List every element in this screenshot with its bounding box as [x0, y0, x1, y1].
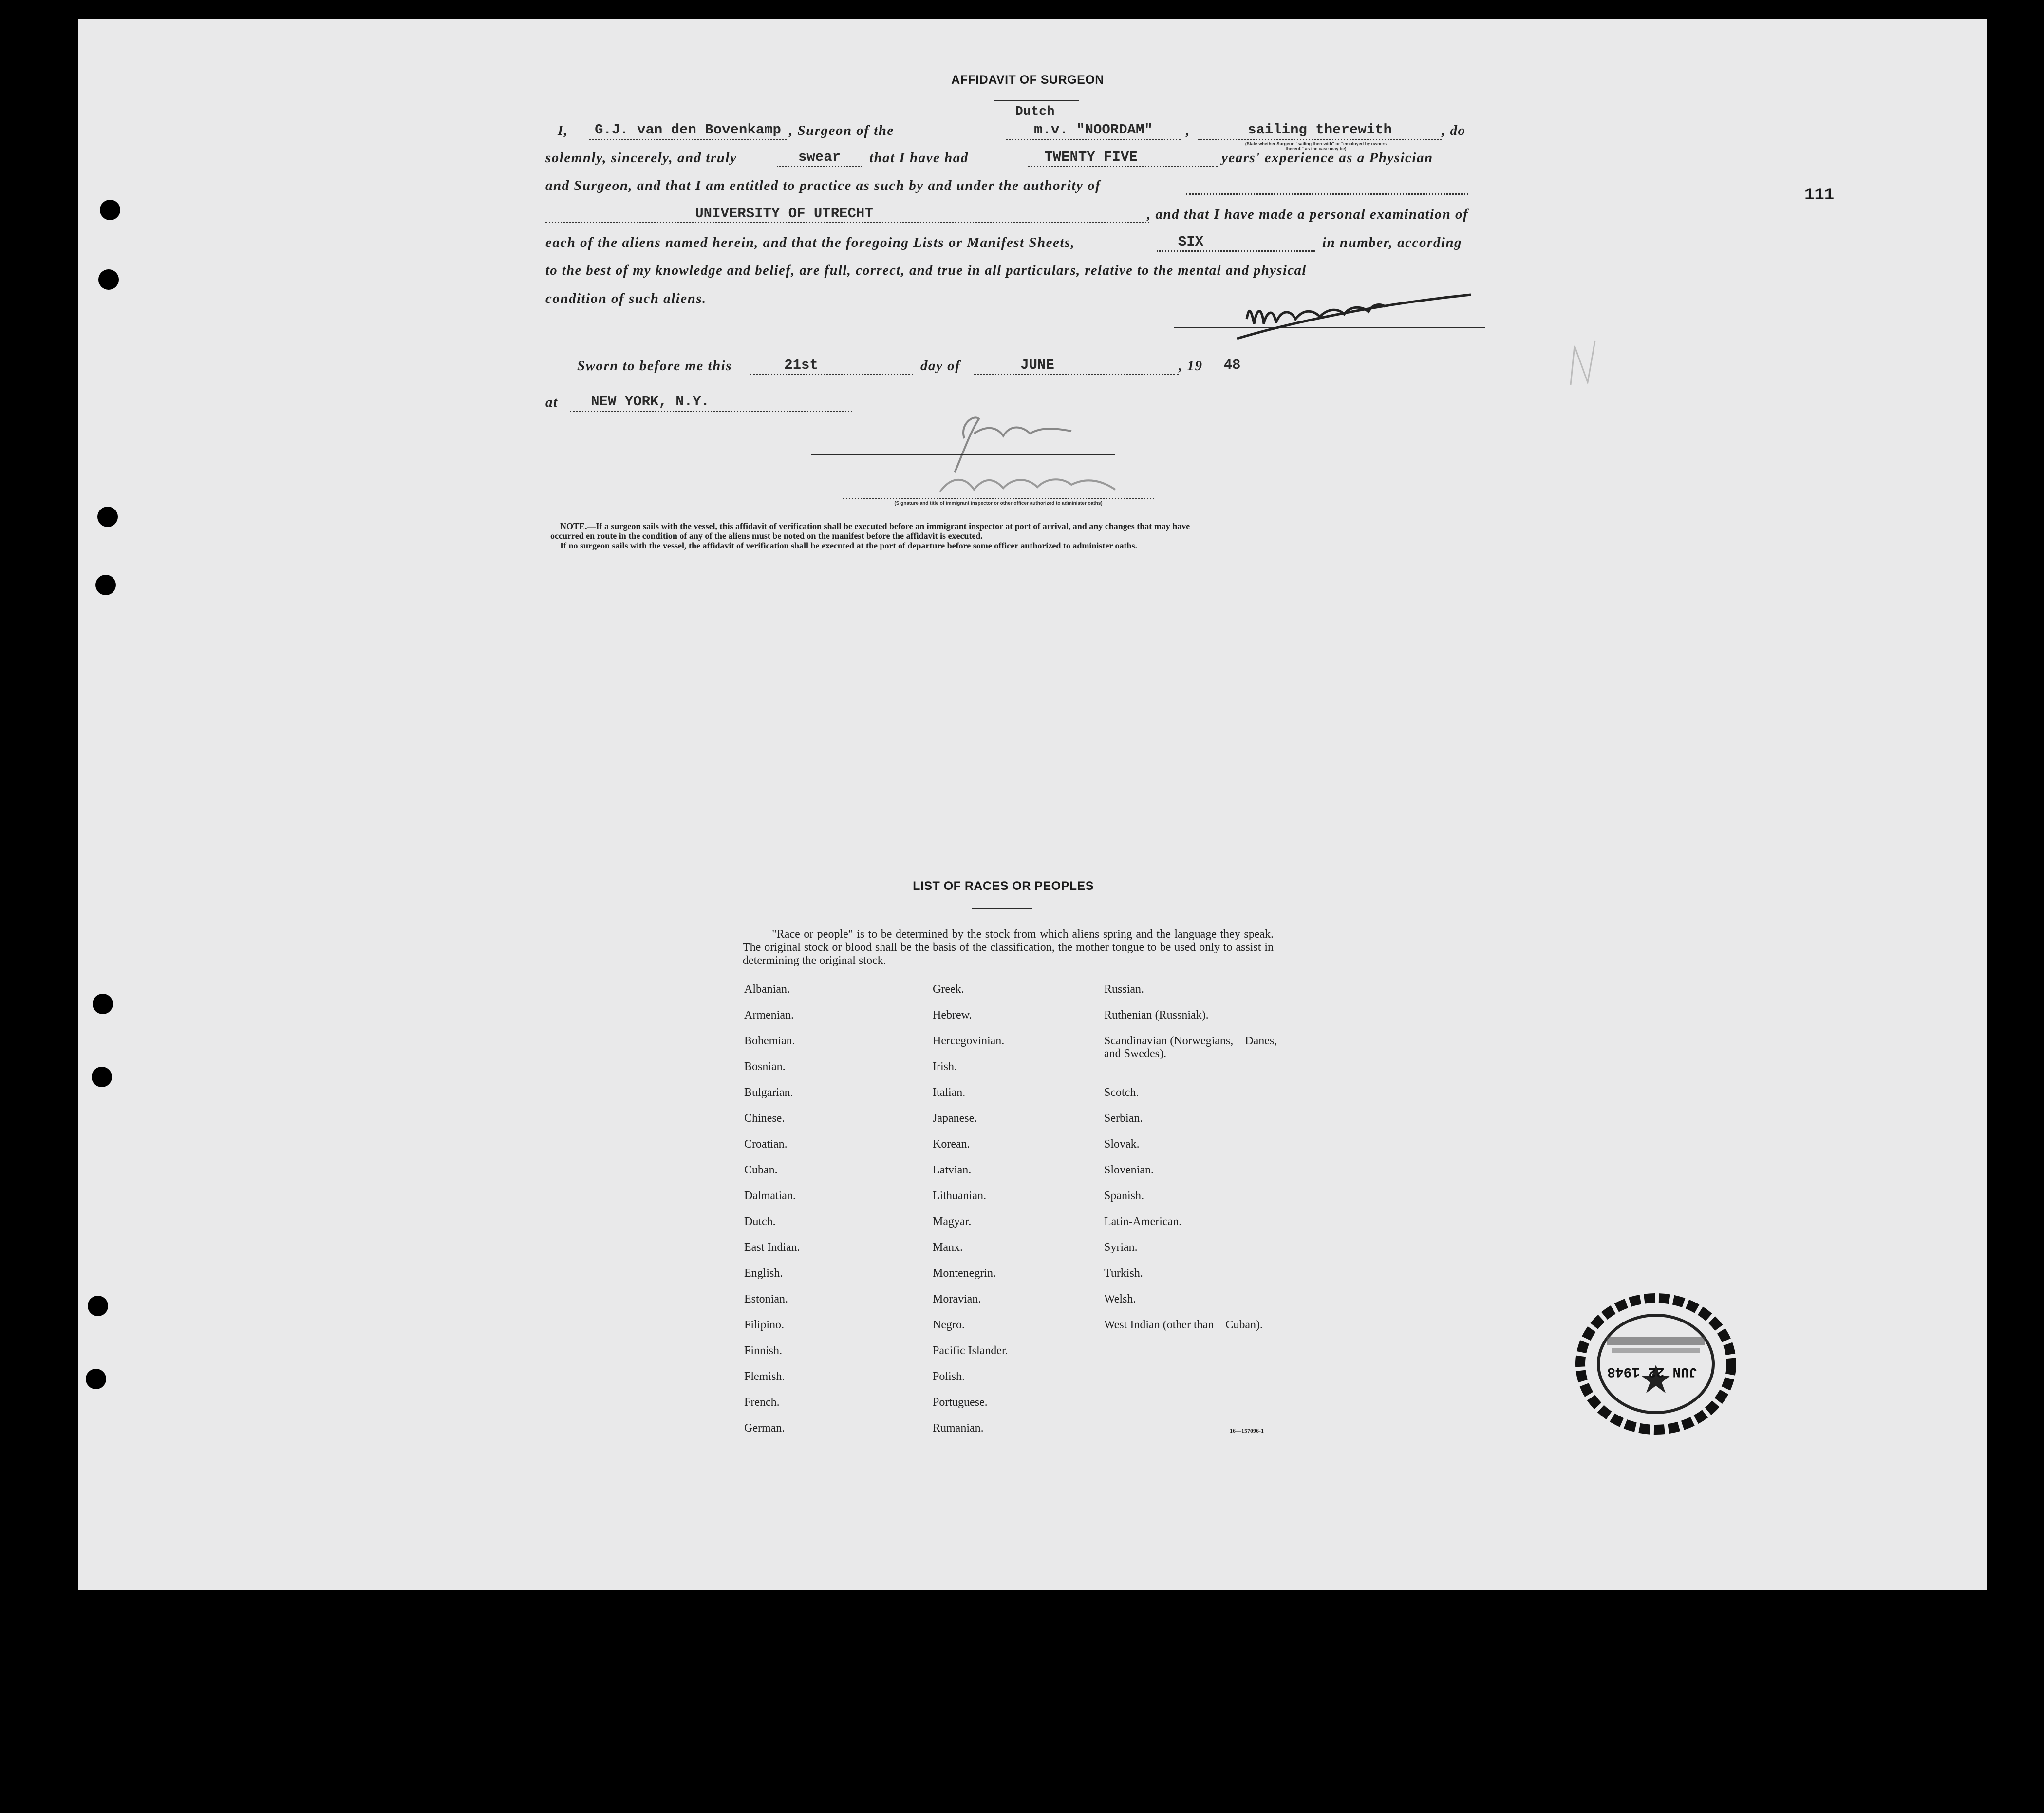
- month-line: [974, 374, 1179, 375]
- race-item: Latvian.: [933, 1164, 972, 1176]
- vessel-name: m.v. "NOORDAM": [1034, 122, 1153, 138]
- line1-text-4: , do: [1442, 123, 1466, 138]
- race-item: Slovak.: [1104, 1138, 1140, 1151]
- sworn-month: JUNE: [1020, 357, 1054, 373]
- races-column-2: [933, 983, 1079, 1448]
- race-item: Montenegrin.: [933, 1267, 996, 1280]
- race-item: Irish.: [933, 1060, 957, 1073]
- race-item: Japanese.: [933, 1112, 977, 1125]
- race-item: Pacific Islander.: [933, 1344, 1008, 1357]
- race-item: West Indian (other than Cuban).: [1104, 1319, 1263, 1331]
- note-label: NOTE.—: [560, 521, 596, 531]
- punch-hole: [93, 994, 113, 1014]
- authority: UNIVERSITY OF UTRECHT: [695, 206, 873, 222]
- race-item: Scotch.: [1104, 1086, 1139, 1099]
- race-item: Flemish.: [744, 1370, 785, 1383]
- note-line-2: occurred en route in the condition of any of the aliens must be noted on the manifest before the affidavit is executed.: [550, 531, 983, 541]
- race-item: Hercegovinian.: [933, 1035, 1005, 1047]
- race-item: Manx.: [933, 1241, 963, 1254]
- pencil-mark: [1566, 336, 1605, 390]
- races-heading: LIST OF RACES OR PEOPLES: [913, 879, 1094, 893]
- race-item: Rumanian.: [933, 1422, 984, 1435]
- surgeon-status: sailing therewith: [1248, 122, 1392, 138]
- race-item: East Indian.: [744, 1241, 800, 1254]
- punch-hole: [95, 575, 116, 595]
- race-item-spacer: [1104, 1060, 1289, 1086]
- sheets-line: [1157, 250, 1315, 252]
- nationality: Dutch: [1015, 105, 1055, 119]
- line3-text: and Surgeon, and that I am entitled to practice as such by and under the authority of: [545, 178, 1101, 193]
- surgeon-signature: [1227, 285, 1481, 348]
- races-heading-rule: [972, 908, 1032, 909]
- note-line-1: If a surgeon sails with the vessel, this affidavit of verification shall be executed before an immigrant inspector at port of arrival, and any changes that may have: [596, 521, 1190, 531]
- race-item: Slovenian.: [1104, 1164, 1154, 1176]
- years-experience: TWENTY FIVE: [1044, 149, 1138, 165]
- stamp-date: JUN 22 1948: [1607, 1364, 1697, 1379]
- officer-signature: [925, 404, 1130, 502]
- day-line: [750, 374, 913, 375]
- race-item: Bohemian.: [744, 1035, 795, 1047]
- line2-text-2: that I have had: [869, 150, 969, 166]
- vessel-line: [1006, 139, 1181, 140]
- sworn-place: NEW YORK, N.Y.: [591, 394, 710, 410]
- punch-hole: [100, 200, 120, 220]
- sworn-year: 48: [1223, 357, 1241, 373]
- officer-caption: (Signature and title of immigrant inspector or other officer authorized to administer oaths): [894, 501, 1103, 506]
- race-item: Dutch.: [744, 1215, 776, 1228]
- races-intro: "Race or people" is to be determined by the stock from which aliens spring and the language they speak. The original stock or blood shall be the basis of the classification, the mother tongue to be used only to assist in determining the original stock.: [743, 928, 1274, 967]
- sheets-count: SIX: [1178, 234, 1204, 250]
- status-line: [1198, 139, 1442, 140]
- race-item: Croatian.: [744, 1138, 788, 1151]
- line1-text-2: , Surgeon of the: [789, 123, 894, 138]
- punch-hole: [88, 1296, 108, 1316]
- races-column-3: [1104, 983, 1289, 1344]
- race-item: English.: [744, 1267, 783, 1280]
- race-item: Armenian.: [744, 1009, 794, 1021]
- note-line-3: If no surgeon sails with the vessel, the affidavit of verification shall be executed at the port of departure before some officer authorized to administer oaths.: [560, 541, 1138, 550]
- sworn-text-2: day of: [920, 358, 961, 374]
- punch-hole: [98, 269, 119, 290]
- race-item: Ruthenian (Russniak).: [1104, 1009, 1209, 1021]
- oath-line: [777, 166, 862, 167]
- race-item: Chinese.: [744, 1112, 785, 1125]
- line7-text: condition of such aliens.: [545, 291, 707, 306]
- race-item: Bulgarian.: [744, 1086, 793, 1099]
- race-item: Latin-American.: [1104, 1215, 1182, 1228]
- race-item: Finnish.: [744, 1344, 783, 1357]
- line5-text-1: each of the aliens named herein, and that the foregoing Lists or Manifest Sheets,: [545, 235, 1075, 250]
- form-number: 16—157096-1: [1230, 1427, 1264, 1434]
- race-item: German.: [744, 1422, 785, 1435]
- surgeon-name-line: [589, 139, 787, 140]
- race-item: Estonian.: [744, 1293, 788, 1305]
- punch-hole: [92, 1067, 112, 1087]
- line1-text-3: ,: [1186, 123, 1190, 138]
- race-item: Korean.: [933, 1138, 970, 1151]
- race-item: Turkish.: [1104, 1267, 1143, 1280]
- page-number: 111: [1804, 186, 1835, 205]
- race-item: Italian.: [933, 1086, 966, 1099]
- race-item: Albanian.: [744, 983, 790, 996]
- race-item: Hebrew.: [933, 1009, 972, 1021]
- race-item: Syrian.: [1104, 1241, 1138, 1254]
- line2-text-1: solemnly, sincerely, and truly: [545, 150, 737, 166]
- race-item: Serbian.: [1104, 1112, 1143, 1125]
- race-item: Dalmatian.: [744, 1190, 796, 1202]
- race-item: Greek.: [933, 983, 964, 996]
- race-item: Scandinavian (Norwegians, Danes, and Swedes).: [1104, 1035, 1280, 1060]
- line6-text: to the best of my knowledge and belief, are full, correct, and true in all particulars, relative to the mental and physical: [545, 263, 1307, 278]
- race-item: Bosnian.: [744, 1060, 786, 1073]
- race-item: Portuguese.: [933, 1396, 988, 1409]
- surgeon-name: G.J. van den Bovenkamp: [595, 122, 781, 138]
- race-item: Spanish.: [1104, 1190, 1144, 1202]
- race-item: French.: [744, 1396, 780, 1409]
- line3-dots: [1186, 193, 1468, 195]
- authority-line: [545, 222, 1149, 223]
- sworn-day: 21st: [784, 357, 818, 373]
- officer-line-1: [811, 454, 1115, 455]
- place-line: [570, 411, 852, 412]
- line4-text: , and that I have made a personal examination of: [1147, 207, 1469, 222]
- officer-line-2: [843, 498, 1154, 499]
- race-item: Polish.: [933, 1370, 965, 1383]
- punch-hole: [86, 1369, 106, 1389]
- race-item: Negro.: [933, 1319, 965, 1331]
- affidavit-heading: AFFIDAVIT OF SURGEON: [951, 73, 1104, 87]
- race-item: Filipino.: [744, 1319, 785, 1331]
- sworn-text-1: Sworn to before me this: [577, 358, 732, 374]
- race-item: Cuban.: [744, 1164, 778, 1176]
- punch-hole: [97, 507, 118, 527]
- heading-rule: [994, 100, 1079, 101]
- race-item: Lithuanian.: [933, 1190, 986, 1202]
- oath-word: swear: [798, 149, 841, 165]
- line2-text-3: years' experience as a Physician: [1221, 150, 1433, 166]
- race-item: Moravian.: [933, 1293, 981, 1305]
- races-column-1: [744, 983, 890, 1448]
- race-item: Magyar.: [933, 1215, 972, 1228]
- sworn-text-3: , 19: [1179, 358, 1203, 374]
- document-sheet: [78, 19, 1987, 1590]
- race-item: Russian.: [1104, 983, 1144, 996]
- status-hint: (State whether Surgeon "sailing therewith" or "employed by owners thereof," as the case may be): [1245, 141, 1387, 151]
- affidavit-note: [550, 521, 1466, 550]
- line5-text-2: in number, according: [1322, 235, 1463, 250]
- years-line: [1028, 166, 1218, 167]
- line1-text-1: I,: [558, 123, 568, 138]
- at-label: at: [545, 395, 558, 410]
- race-item: Welsh.: [1104, 1293, 1136, 1305]
